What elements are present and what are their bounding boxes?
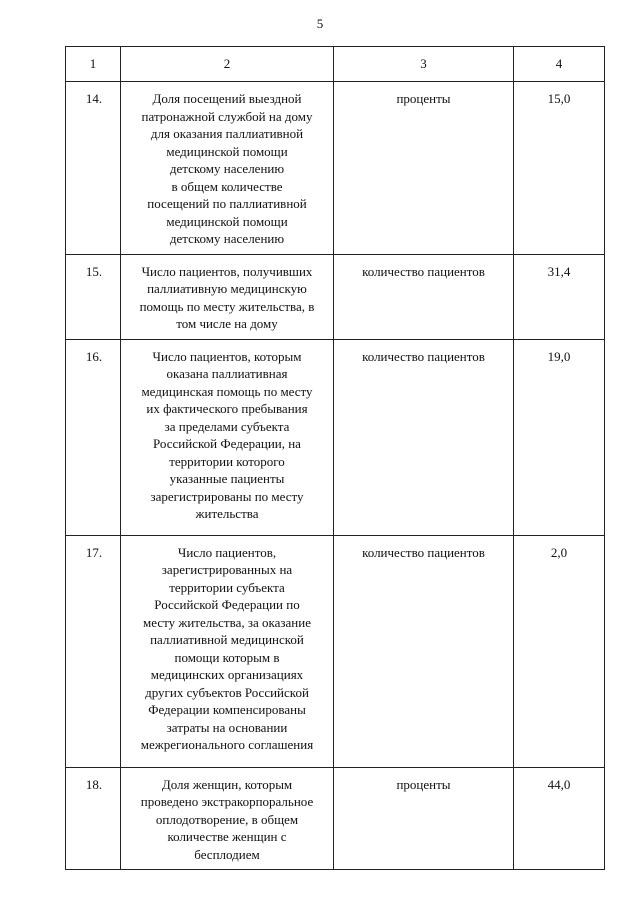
indicator-value: 19,0 [514, 339, 605, 535]
indicators-table [65, 46, 605, 870]
table-row [66, 339, 605, 535]
table-header [66, 47, 605, 82]
table-row [66, 535, 605, 767]
indicator-name: Число пациентов, получивших паллиативную медицинскую помощь по месту жительства, в том числе на дому [121, 254, 334, 339]
indicator-name: Доля женщин, которым проведено экстракорпоральное оплодотворение, в общем количестве женщин с бесплодием [121, 767, 334, 870]
indicator-name: Число пациентов, зарегистрированных на территории субъекта Российской Федерации по месту жительства, за оказание паллиативной медицинской помощи которым в медицинских организациях других субъектов Российской Федерации компенсированы затраты на основании межрегионального соглашения [121, 535, 334, 767]
header-col-2: 2 [121, 47, 334, 82]
unit-of-measure: количество пациентов [334, 254, 514, 339]
header-col-4: 4 [514, 47, 605, 82]
table-body [66, 82, 605, 870]
indicator-value: 31,4 [514, 254, 605, 339]
row-number: 18. [66, 767, 121, 870]
indicator-value: 44,0 [514, 767, 605, 870]
indicator-value: 2,0 [514, 535, 605, 767]
unit-of-measure: проценты [334, 82, 514, 255]
row-number: 17. [66, 535, 121, 767]
indicator-name: Доля посещений выездной патронажной службой на дому для оказания паллиативной медицинской помощи детскому населению в общем количестве посещений по паллиативной медицинской помощи детскому населению [121, 82, 334, 255]
page-number: 5 [316, 16, 324, 31]
row-number: 15. [66, 254, 121, 339]
unit-of-measure: проценты [334, 767, 514, 870]
unit-of-measure: количество пациентов [334, 339, 514, 535]
header-col-1: 1 [66, 47, 121, 82]
indicator-name: Число пациентов, которым оказана паллиативная медицинская помощь по месту их фактического пребывания за пределами субъекта Российской Федерации, на территории которого указанные пациенты зарегистрированы по месту жительства [121, 339, 334, 535]
unit-of-measure: количество пациентов [334, 535, 514, 767]
row-number: 14. [66, 82, 121, 255]
table-row [66, 82, 605, 255]
table-row [66, 767, 605, 870]
row-number: 16. [66, 339, 121, 535]
table-row [66, 254, 605, 339]
indicator-value: 15,0 [514, 82, 605, 255]
header-row [66, 47, 605, 82]
header-col-3: 3 [334, 47, 514, 82]
